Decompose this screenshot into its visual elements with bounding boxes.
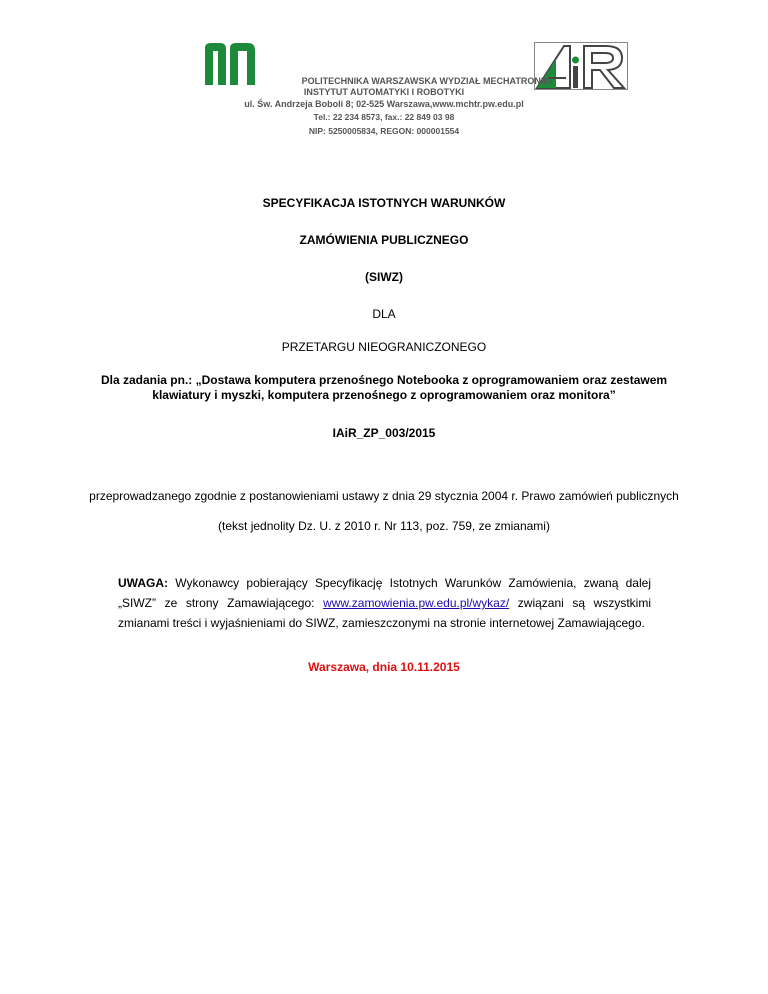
university-name: POLITECHNIKA WARSZAWSKA WYDZIAŁ MECHATRONIKI [301,76,553,86]
notice-text-after: związani są wszystkimi zmianami treści i wyjaśnieniami do SIWZ, zamieszczonymi na stronie internetowej Zamawiającego. [118,596,651,630]
institute-ids: NIP: 5250005834, REGON: 000001554 [308,126,460,136]
reference-number: IAiR_ZP_003/2015 [332,426,436,440]
institute-name: INSTYTUT AUTOMATYKI I ROBOTYKI [303,87,465,97]
notice-text-before: Wykonawcy pobierający Specyfikację Istotnych Warunków Zamówienia, zwaną dalej „SIWZ” ze strony Zamawiającego: [118,576,651,610]
institute-phone: Tel.: 22 234 8573, fax.: 22 849 03 98 [313,112,455,122]
title-line-2: ZAMÓWIENIA PUBLICZNEGO [299,233,469,247]
tender-link[interactable]: www.zamowienia.pw.edu.pl/wykaz/ [323,596,510,610]
title-line-5: PRZETARGU NIEOGRANICZONEGO [281,340,487,354]
institute-address: ul. Św. Andrzeja Boboli 8; 02-525 Warszawa,www.mchtr.pw.edu.pl [244,99,524,109]
title-line-4: DLA [372,307,396,321]
notice-paragraph [118,573,651,633]
institution-header [0,76,768,138]
notice-label: UWAGA: [118,576,168,590]
title-line-1: SPECYFIKACJA ISTOTNYCH WARUNKÓW [262,196,506,210]
legal-basis: przeprowadzanego zgodnie z postanowieniami ustawy z dnia 29 stycznia 2004 r. Prawo zamówień publicznych (tekst jednolity Dz. U. z 2010 r. Nr 113, poz. 759, ze zmianami) [89,489,679,533]
document-date: Warszawa, dnia 10.11.2015 [308,660,460,674]
title-line-3: (SIWZ) [365,270,403,284]
task-description: Dla zadania pn.: „Dostawa komputera przenośnego Notebooka z oprogramowaniem oraz zestawem klawiatury i myszki, komputera przenośnego z oprogramowaniem oraz monitora” [100,373,668,402]
